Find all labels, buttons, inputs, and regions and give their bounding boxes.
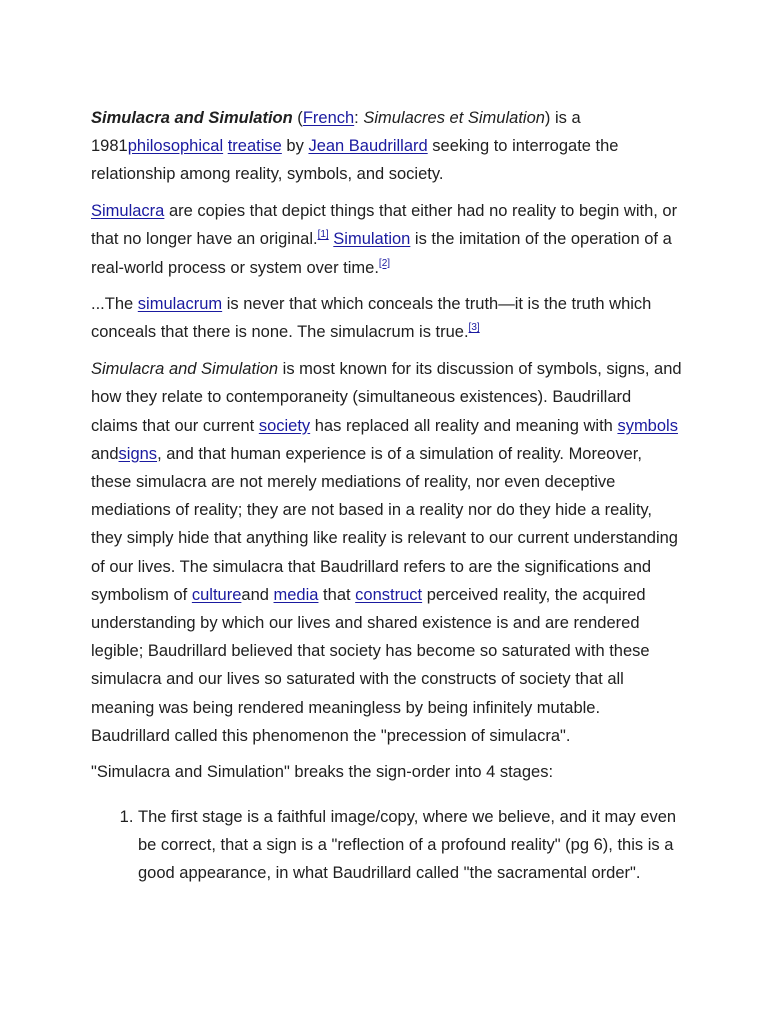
list-item: 1. The first stage is a faithful image/copy, where we believe, and it may even be correct, that a sign is a "reflection of a profound reality" (pg 6), this is a good appearance, in what Baudrillard called "the sacramental order". (138, 803, 682, 888)
quote-paragraph: ...The simulacrum is never that which conceals the truth—it is the truth which conceals that there is none. The simulacrum is true.[3] (91, 295, 652, 342)
stages-list (91, 803, 682, 888)
reference-2[interactable]: [2] (378, 257, 391, 269)
book-title: Simulacra and Simulation (91, 109, 293, 127)
link-treatise[interactable]: treatise (227, 137, 282, 156)
link-simulation[interactable]: Simulation (333, 230, 411, 249)
link-philosophical[interactable]: philosophical (127, 137, 224, 156)
link-society[interactable]: society (258, 416, 311, 435)
link-culture[interactable]: culture (191, 585, 242, 604)
discussion-paragraph: Simulacra and Simulation is most known for its discussion of symbols, signs, and how they relate to contemporaneity (simultaneous existences). Baudrillard claims that our current society has replaced all reality and meaning with symbols andsigns, and that human experience is of a simulation of reality. Moreover, these simulacra are not merely mediations of reality, nor even deceptive mediations of reality; they are not based in a reality nor do they hide a reality, they simply hide that anything like reality is relevant to our current understanding of our lives. The simulacra that Baudrillard refers to are the significations and symbolism of cultureand media that construct perceived reality, the acquired understanding by which our lives and shared existence is and are rendered legible; Baudrillard believed that society has become so saturated with these simulacra and our lives so saturated with the constructs of society that all meaning was being rendered meaningless by being infinitely mutable. Baudrillard called this phenomenon the "precession of simulacra". (91, 360, 682, 745)
stages-intro-paragraph: "Simulacra and Simulation" breaks the sign-order into 4 stages: (91, 763, 554, 782)
link-media[interactable]: media (273, 585, 319, 604)
french-title: Simulacres et Simulation (363, 109, 545, 127)
intro-paragraph: Simulacra and Simulation (French: Simulacres et Simulation) is a 1981philosophical treatise by Jean Baudrillard seeking to interrogate the relationship among reality, symbols, and society. (91, 109, 619, 184)
link-construct[interactable]: construct (355, 585, 423, 604)
link-signs[interactable]: signs (118, 444, 158, 463)
link-simulacrum[interactable]: simulacrum (137, 295, 223, 314)
link-symbols[interactable]: symbols (617, 416, 678, 435)
definition-paragraph: Simulacra are copies that depict things that either had no reality to begin with, or that no longer have an original.[1] Simulation is the imitation of the operation of a real-world process or system over time.[2] (91, 202, 678, 277)
link-simulacra[interactable]: Simulacra (91, 202, 165, 221)
link-french[interactable]: French (302, 109, 355, 127)
book-title-italic: Simulacra and Simulation (91, 360, 279, 379)
reference-3[interactable]: [3] (468, 322, 480, 334)
link-jean-baudrillard[interactable]: Jean Baudrillard (308, 137, 428, 156)
reference-1[interactable]: [1] (317, 229, 329, 241)
